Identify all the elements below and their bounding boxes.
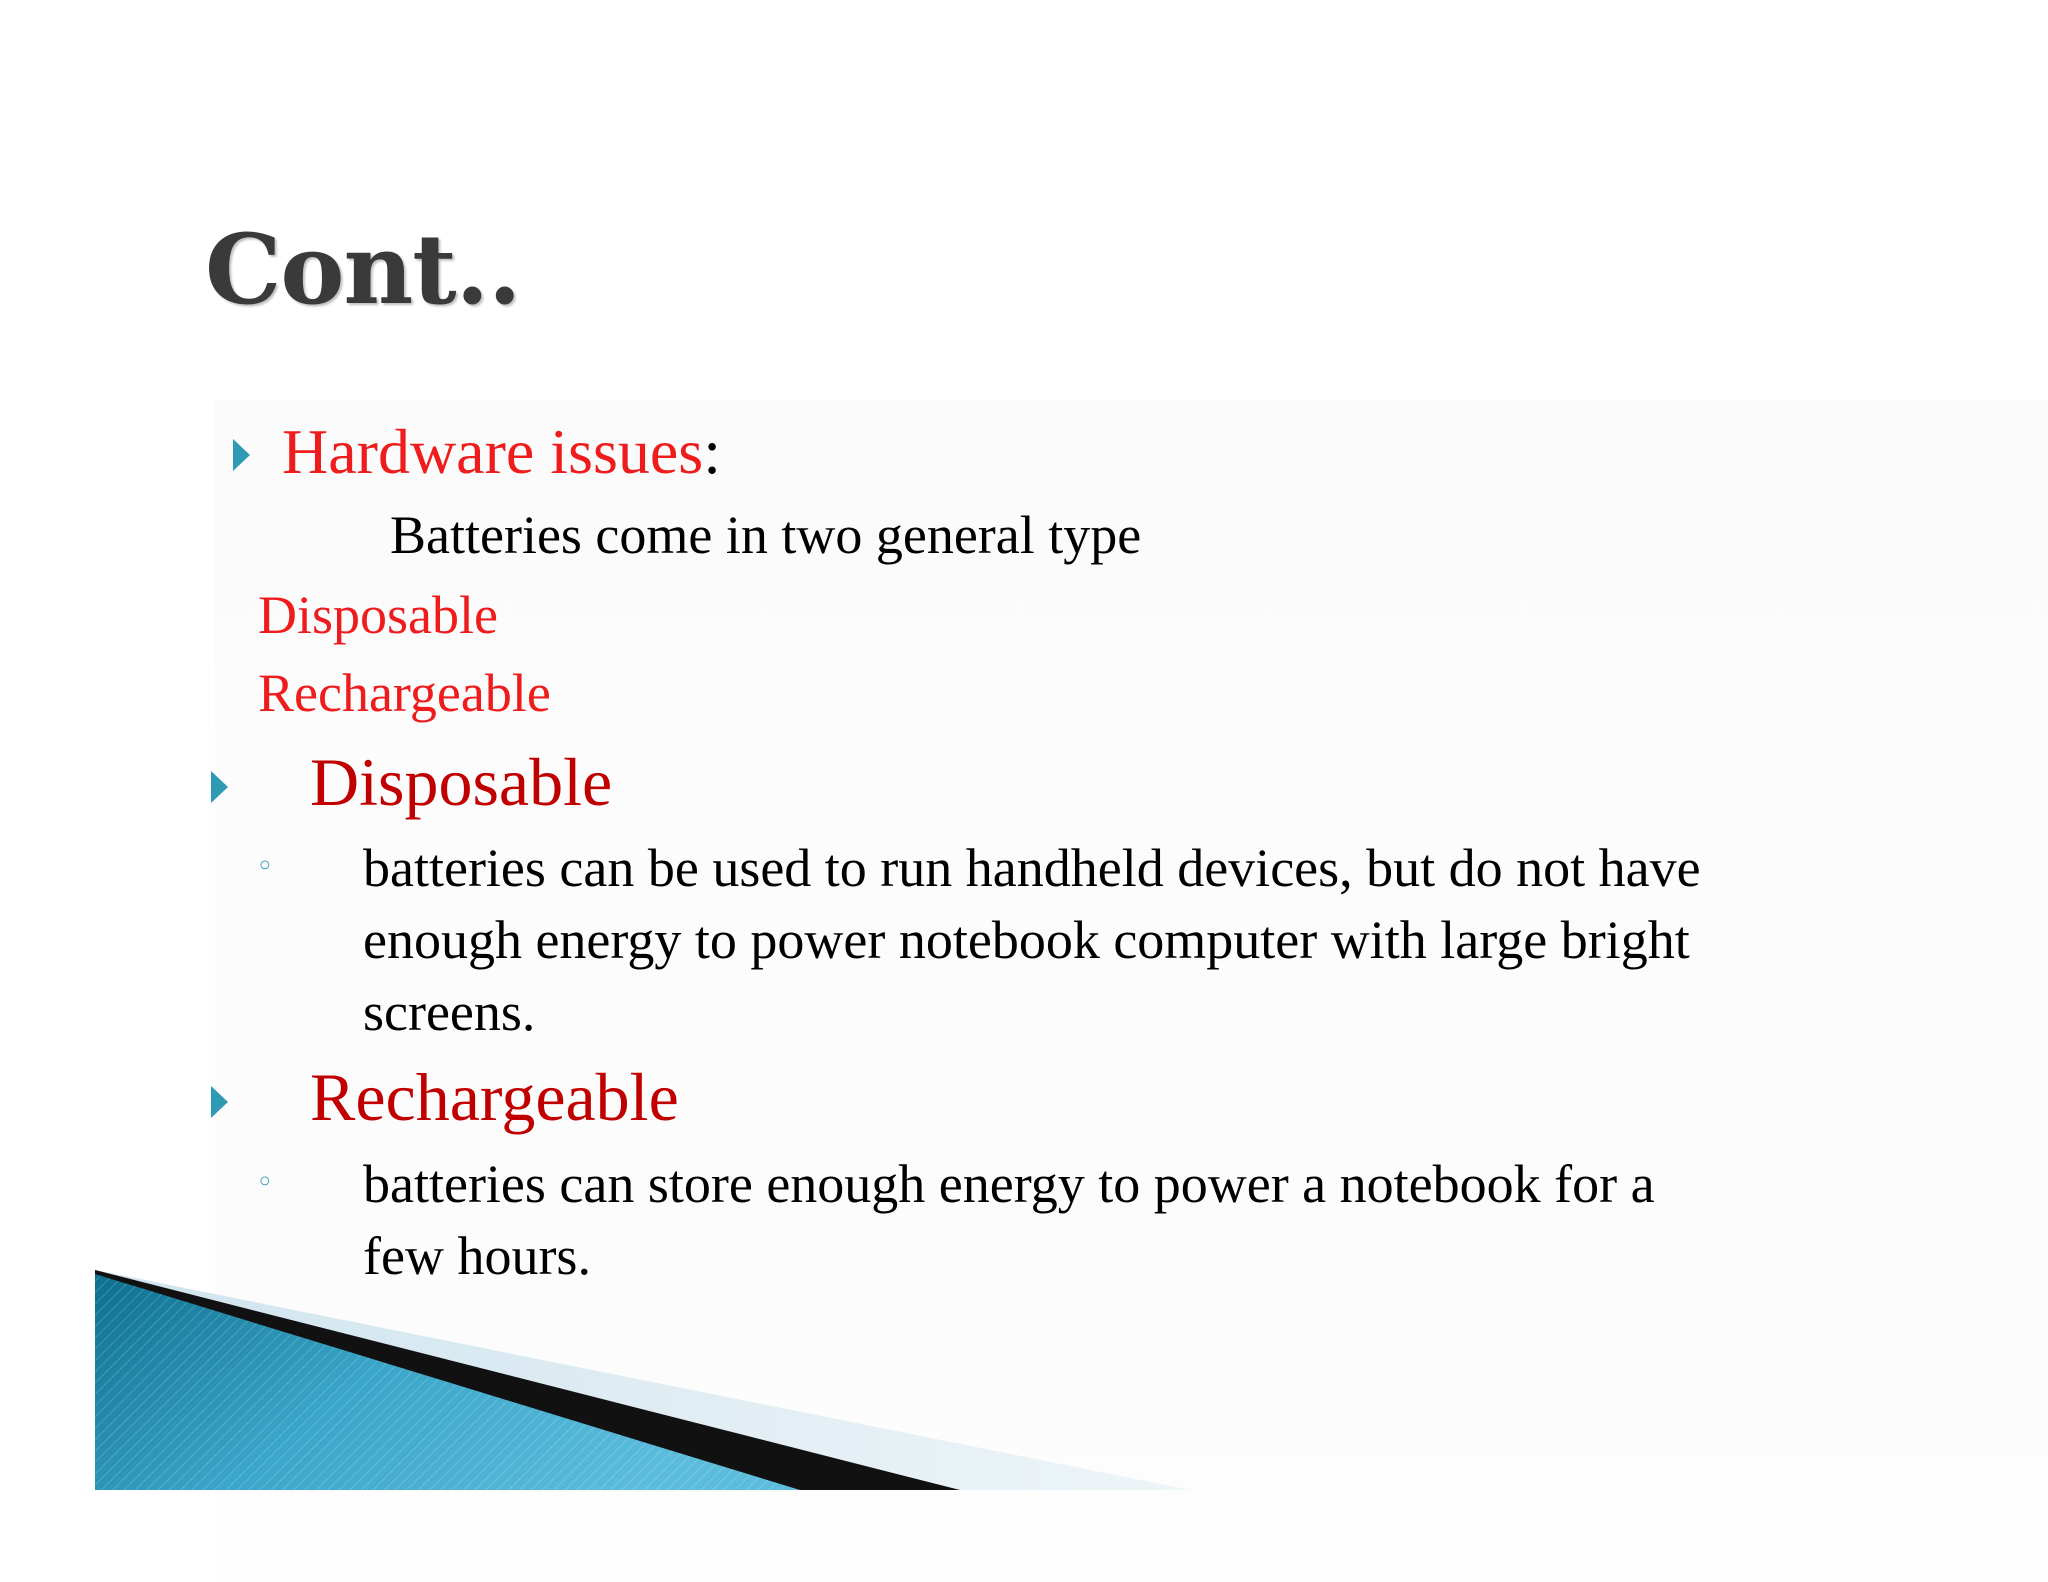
triangle-bullet-icon — [233, 439, 250, 471]
type-list-item: Rechargeable — [258, 663, 551, 723]
hardware-issues-heading — [282, 412, 721, 492]
hardware-issues-colon: : — [703, 416, 721, 487]
section-heading-rechargeable: Rechargeable — [310, 1059, 679, 1135]
section-line: screens. — [363, 982, 536, 1042]
hardware-issues-label: Hardware issues — [282, 416, 704, 487]
circle-bullet-icon: ◦ — [256, 849, 274, 884]
section-heading-disposable: Disposable — [310, 744, 613, 820]
section-line: batteries can store enough energy to power a notebook for a — [363, 1154, 1655, 1214]
section-line: few hours. — [363, 1226, 591, 1286]
section-line: batteries can be used to run handheld devices, but do not have — [363, 838, 1701, 898]
triangle-bullet-icon — [211, 771, 228, 803]
circle-bullet-icon: ◦ — [256, 1165, 274, 1200]
slide-title: Cont.. — [205, 213, 521, 326]
decorative-swoosh — [0, 1240, 1240, 1500]
triangle-bullet-icon — [211, 1086, 228, 1118]
batteries-intro-text: Batteries come in two general type — [390, 505, 1142, 565]
section-line: enough energy to power notebook computer with large bright — [363, 910, 1690, 970]
type-list-item: Disposable — [258, 585, 498, 645]
